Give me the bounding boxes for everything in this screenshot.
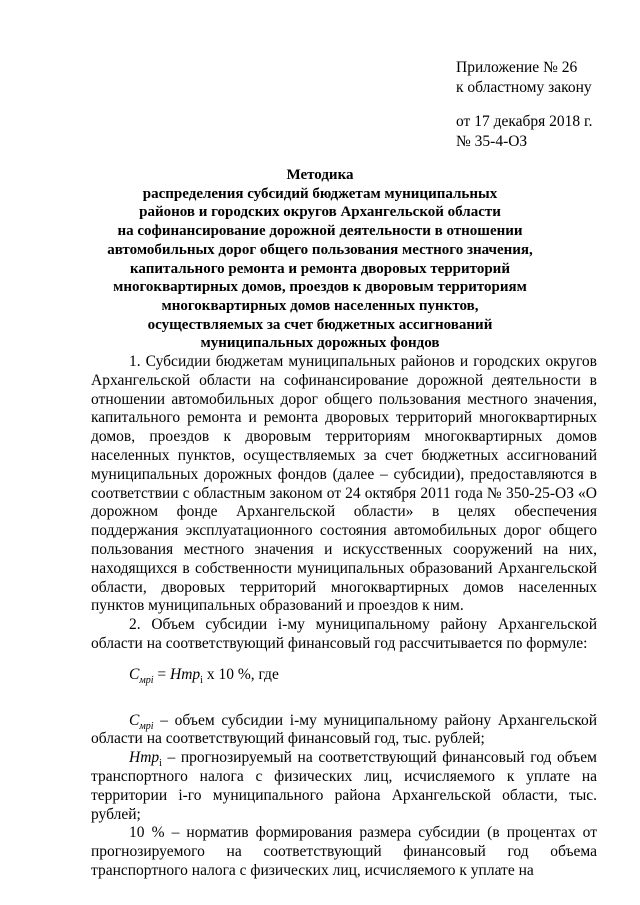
document-body <box>91 353 597 881</box>
definition-percent: 10 % – норматив формирования размера субсидии (в процентах от прогнозируемого на соответствующий финансовый год объема транспортного налога с физических лиц, исчисляемого к уплате на <box>91 824 597 879</box>
title-line: многоквартирных домов, проездов к дворовым территориям <box>113 279 527 296</box>
title-line: районов и городских округов Архангельской области <box>139 204 501 221</box>
formula-c: С <box>129 665 140 683</box>
annex-date: от 17 декабря 2018 г. <box>456 113 593 130</box>
def-h-sub: i <box>159 758 162 770</box>
formula-rest: х 10 %, где <box>202 665 279 683</box>
annex-header <box>456 58 593 152</box>
formula <box>91 666 597 685</box>
def-h-symbol: Нтр <box>129 749 160 767</box>
title-line: автомобильных дорог общего пользования местного значения, <box>107 241 533 258</box>
formula-eq: = <box>153 665 171 683</box>
formula-c-sub: мрi <box>139 674 154 686</box>
definition-c <box>91 712 597 750</box>
annex-number: Приложение № 26 <box>456 59 578 76</box>
formula-h: Нтр <box>170 665 201 683</box>
paragraph-2: 2. Объем субсидии i-му муниципальному району Архангельской области на соответствующий финансовый год рассчитывается по формуле: <box>91 616 597 652</box>
definition-h <box>91 749 597 824</box>
def-c-text: – объем субсидии i-му муниципальному району Архангельской области на соответствующий финансовый год, тыс. рублей; <box>91 711 597 748</box>
formula-h-sub: i <box>200 674 203 686</box>
def-h-text: – прогнозируемый на соответствующий финансовый год объем транспортного налога с физических лиц, исчисляемого к уплате на территории i-го муниципального района Архангельской области, тыс. рублей; <box>91 749 597 823</box>
title-line: многоквартирных домов населенных пунктов, <box>161 297 479 314</box>
title-line: Методика <box>286 167 354 183</box>
title-line: осуществляемых за счет бюджетных ассигнований <box>147 316 493 333</box>
title-line: муниципальных дорожных фондов <box>200 335 440 352</box>
def-c-symbol: С <box>129 711 140 729</box>
title-line: распределения субсидий бюджетам муниципальных <box>142 185 498 202</box>
annex-law-number: № 35-4-ОЗ <box>456 133 528 150</box>
title-line: капитального ремонта и ремонта дворовых территорий <box>130 260 510 277</box>
annex-law-ref: к областному закону <box>456 79 592 96</box>
title-line: на софинансирование дорожной деятельности в отношении <box>117 223 523 240</box>
paragraph-1: 1. Субсидии бюджетам муниципальных районов и городских округов Архангельской области на софинансирование дорожной деятельности в отношении автомобильных дорог общего пользования местного значения, капитального ремонта и ремонта дворовых территорий многоквартирных домов, проездов к дворовым территориям многоквартирных домов населенных пунктов, осуществляемых за счет бюджетных ассигнований муниципальных дорожных фондов (далее – субсидии), предоставляются в соответствии с областным законом от 24 октября 2011 года № 350-25-ОЗ «О дорожном фонде Архангельской области» в целях обеспечения поддержания эксплуатационного состояния автомобильных дорог общего пользования местного значения и искусственных сооружений на них, находящихся в собственности муниципальных образований Архангельской области, дворовых территорий многоквартирных домов населенных пунктов муниципальных образований и проездов к ним. <box>91 353 597 615</box>
document-title <box>60 166 580 353</box>
annex-gap <box>456 98 593 112</box>
def-c-sub: мрi <box>139 720 154 732</box>
